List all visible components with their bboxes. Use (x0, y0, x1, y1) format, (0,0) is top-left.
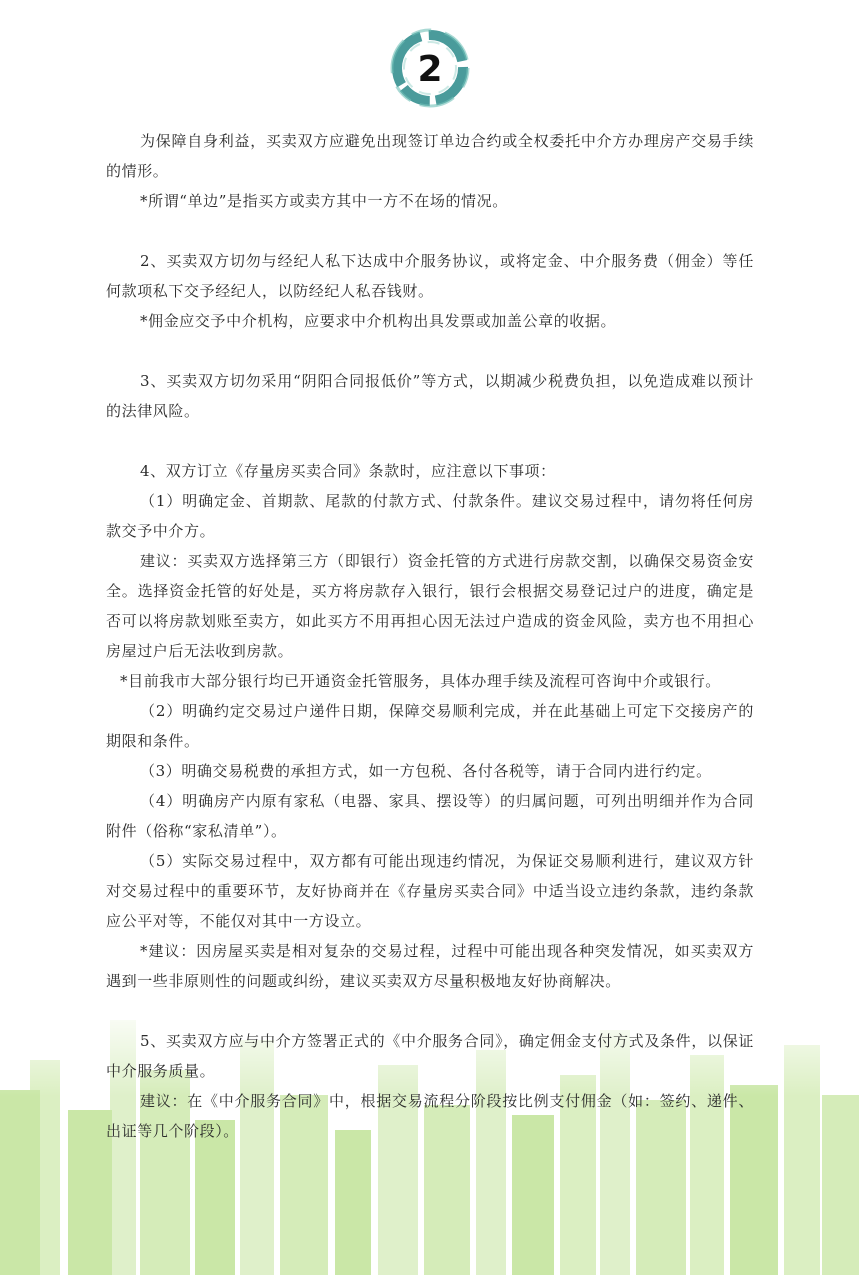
paragraph-3: 3、买卖双方切勿采用“阴阳合同报低价”等方式，以期减少税费负担，以免造成难以预计的法律风险。 (106, 372, 754, 420)
paragraph-4-item-1-suggestion: 建议：买卖双方选择第三方（即银行）资金托管的方式进行房款交割，以确保交易资金安全。选择资金托管的好处是，买方将房款存入银行，银行会根据交易登记过户的进度，确定是否可以将房款划账至卖方，如此买方不用再担心因无法过户造成的资金风险，卖方也不用担心房屋过户后无法收到房款。 (106, 552, 754, 660)
paragraph-5-suggestion: 建议：在《中介服务合同》中，根据交易流程分阶段按比例支付佣金（如：签约、递件、出证等几个阶段）。 (106, 1092, 754, 1140)
paragraph-4-item-5-note: *建议：因房屋买卖是相对复杂的交易过程，过程中可能出现各种突发情况，如买卖双方遇到一些非原则性的问题或纠纷，建议买卖双方尽量积极地友好协商解决。 (106, 942, 754, 990)
paragraph-4-item-5: （5）实际交易过程中，双方都有可能出现违约情况，为保证交易顺利进行，建议双方针对交易过程中的重要环节，友好协商并在《存量房买卖合同》中适当设立违约条款，违约条款应公平对等，不能仅对其中一方设立。 (106, 852, 754, 930)
paragraph-4-item-2: （2）明确约定交易过户递件日期，保障交易顺利完成，并在此基础上可定下交接房产的期限和条件。 (106, 702, 754, 750)
paragraph-4-item-4: （4）明确房产内原有家私（电器、家具、摆设等）的归属问题，可列出明细并作为合同附件（俗称“家私清单”）。 (106, 792, 754, 840)
paragraph-1-note: *所谓“单边”是指买方或卖方其中一方不在场的情况。 (140, 192, 508, 210)
paragraph-4-item-3: （3）明确交易税费的承担方式，如一方包税、各付各税等，请于合同内进行约定。 (140, 762, 712, 780)
paragraph-1: 为保障自身利益，买卖双方应避免出现签订单边合约或全权委托中介方办理房产交易手续的情形。 (106, 132, 754, 180)
paragraph-4-item-1: （1）明确定金、首期款、尾款的付款方式、付款条件。建议交易过程中，请勿将任何房款交予中介方。 (106, 492, 754, 540)
article-body (106, 126, 754, 1146)
section-number-badge (388, 26, 472, 110)
paragraph-4-item-1-note: *目前我市大部分银行均已开通资金托管服务，具体办理手续及流程可咨询中介或银行。 (120, 672, 721, 690)
paragraph-2: 2、买卖双方切勿与经纪人私下达成中介服务协议，或将定金、中介服务费（佣金）等任何款项私下交予经纪人，以防经纪人私吞钱财。 (106, 252, 754, 300)
badge-number: 2 (417, 49, 443, 90)
paragraph-4: 4、双方订立《存量房买卖合同》条款时，应注意以下事项： (140, 462, 556, 480)
paragraph-5: 5、买卖双方应与中介方签署正式的《中介服务合同》，确定佣金支付方式及条件，以保证中介服务质量。 (106, 1032, 754, 1080)
paragraph-2-note: *佣金应交予中介机构，应要求中介机构出具发票或加盖公章的收据。 (140, 312, 617, 330)
ink-circle-icon (388, 26, 472, 110)
